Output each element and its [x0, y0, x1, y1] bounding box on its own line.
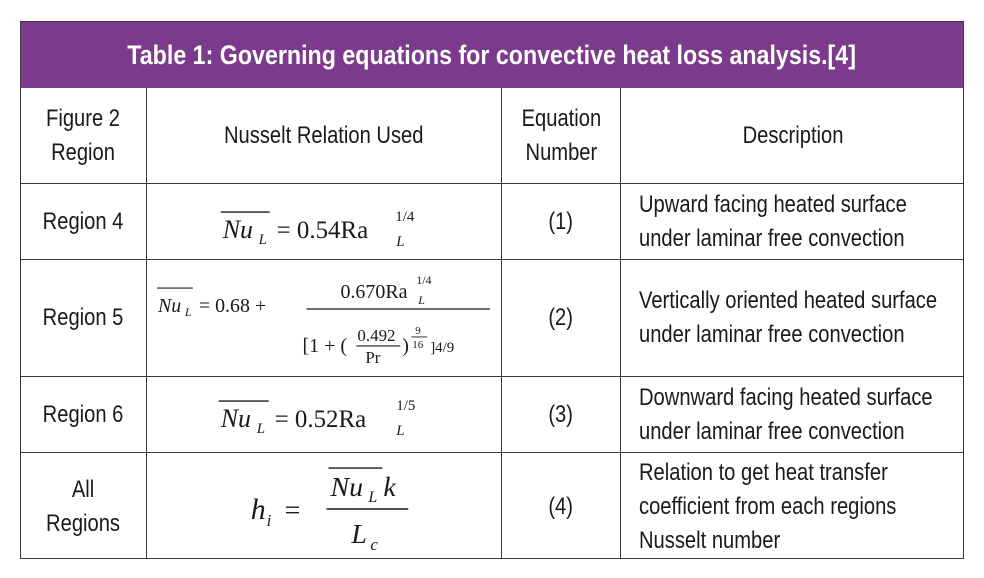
formula-eq-4 — [147, 453, 502, 559]
eq2-inner-exp-den: 16 — [412, 338, 424, 351]
eq3-lhs: Nu — [220, 403, 252, 433]
eq1-lhs: Nu — [222, 214, 254, 244]
eq4-num: Nu — [330, 472, 364, 504]
governing-equations-table — [20, 21, 964, 559]
eq2-lhs-sub: L — [184, 304, 192, 319]
eq1-rhs: = 0.54Ra — [276, 216, 369, 244]
table-row-region-6: Region 6 — [21, 377, 147, 453]
eq4-equals: = — [284, 494, 301, 526]
description-2: Vertically oriented heated surface under laminar free convection — [621, 260, 964, 377]
eq2-num-sub: L — [418, 292, 425, 307]
eq2-num: 0.670Ra — [340, 280, 408, 303]
header-nusselt-relation: Nusselt Relation Used — [147, 88, 502, 184]
eq4-lhs: h — [250, 492, 266, 526]
description-3: Downward facing heated surface under laminar free convection — [621, 377, 964, 453]
eq4-lhs-sub: i — [266, 510, 272, 530]
eq2-den-frac-den: Pr — [365, 347, 381, 367]
eq4-num-tail: k — [383, 472, 396, 504]
formula-eq-3 — [147, 377, 502, 453]
eq2-rhs: = 0.68 + — [198, 294, 267, 317]
table-row-region-5: Region 5 — [21, 260, 147, 377]
equation-number-2: (2) — [502, 260, 621, 377]
eq2-lhs: Nu — [157, 294, 182, 317]
equation-number-3: (3) — [502, 377, 621, 453]
header-equation-number: Equation Number — [502, 88, 621, 184]
eq3-exp: 1/5 — [396, 397, 416, 414]
table-row-all-regions: All Regions — [21, 453, 147, 559]
eq4-den: L — [351, 518, 367, 550]
eq4-den-sub: c — [370, 534, 378, 554]
eq3-rhs: = 0.52Ra — [274, 405, 367, 433]
eq1-exp: 1/4 — [395, 208, 415, 225]
eq1-lhs-sub: L — [258, 231, 267, 248]
table-row-region-4: Region 4 — [21, 184, 147, 260]
eq4-num-sub: L — [368, 489, 378, 507]
eq2-outer-exp: ]4/9 — [430, 339, 455, 356]
description-4: Relation to get heat transfer coefficient from each regions Nusselt number — [639, 458, 897, 554]
table-title: Table 1: Governing equations for convective heat loss analysis.[4] — [21, 22, 963, 88]
eq1-sub: L — [396, 233, 405, 250]
eq2-den-open: [1 + ( — [302, 334, 348, 357]
eq3-sub: L — [396, 422, 405, 439]
equation-number-1: (1) — [502, 184, 621, 260]
eq3-lhs-sub: L — [256, 420, 266, 437]
formula-eq-1 — [147, 184, 502, 260]
header-figure-region: Figure 2 Region — [21, 88, 147, 184]
eq2-inner-exp-num: 9 — [415, 324, 421, 337]
eq2-den-close: ) — [402, 334, 409, 357]
header-description: Description — [621, 88, 964, 184]
eq2-num-exp: 1/4 — [416, 272, 432, 287]
formula-eq-2 — [147, 260, 502, 377]
eq2-den-frac-num: 0.492 — [357, 325, 396, 345]
equation-number-4: (4) — [502, 453, 621, 559]
description-1: Upward facing heated surface under laminar free convection — [621, 184, 964, 260]
